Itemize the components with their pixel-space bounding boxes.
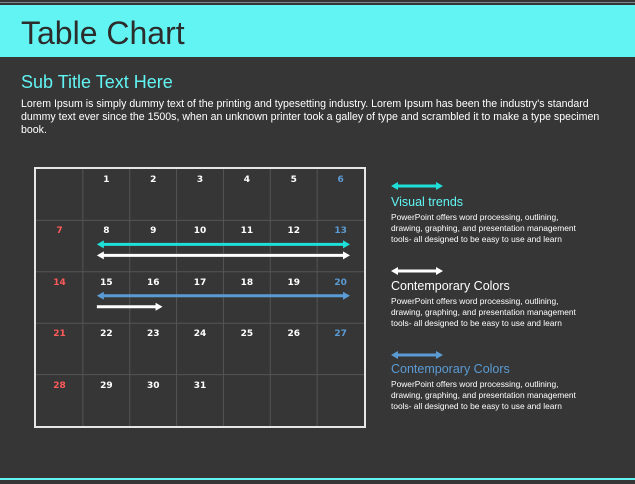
calendar-day-1: 1 — [103, 175, 110, 185]
calendar-day-29: 29 — [100, 380, 113, 391]
legend-title-contemporary-colors-white: Contemporary Colors — [391, 279, 510, 293]
calendar-day-23: 23 — [146, 329, 160, 340]
calendar-day-8: 8 — [103, 226, 110, 237]
body-paragraph: Lorem Ipsum is simply dummy text of the printing and typesetting industry. Lorem Ipsum has been the industry's standard dummy text ever since the 1500s, when an unknown printer took a galley of type and scrambled it to make a type specimen book. — [21, 98, 600, 136]
calendar-day-2: 2 — [150, 175, 157, 185]
title-bar — [0, 5, 635, 57]
calendar-day-18: 18 — [240, 277, 254, 288]
calendar-day-15: 15 — [100, 277, 113, 288]
legend-title-contemporary-colors-blue: Contemporary Colors — [391, 362, 510, 376]
calendar-day-20: 20 — [334, 277, 347, 288]
calendar-day-16: 16 — [146, 277, 160, 288]
calendar-day-22: 22 — [100, 329, 113, 340]
calendar-day-21: 21 — [53, 329, 66, 340]
page-title: Table Chart — [21, 15, 185, 51]
legend-desc-contemporary-colors-blue: PowerPoint offers word processing, outlining, drawing, graphing, and presentation management tools- all designed to be easy to use and learn — [391, 379, 576, 411]
legend-teal-arrow-icon — [391, 178, 443, 196]
calendar-day-14: 14 — [53, 277, 66, 288]
calendar-day-4: 4 — [243, 175, 251, 185]
calendar-table — [34, 167, 366, 428]
calendar-day-12: 12 — [287, 226, 301, 237]
calendar-day-31: 31 — [193, 380, 207, 391]
calendar-day-30: 30 — [146, 380, 160, 391]
calendar-day-3: 3 — [196, 175, 204, 185]
legend-desc-visual-trends: PowerPoint offers word processing, outlining, drawing, graphing, and presentation management tools- all designed to be easy to use and learn — [391, 212, 576, 244]
legend-desc-contemporary-colors-white: PowerPoint offers word processing, outlining, drawing, graphing, and presentation management tools- all designed to be easy to use and learn — [391, 296, 576, 328]
calendar-day-25: 25 — [240, 329, 254, 340]
calendar-day-6: 6 — [337, 175, 344, 185]
calendar-day-27: 27 — [334, 329, 347, 340]
calendar-day-10: 10 — [193, 226, 207, 237]
calendar-day-19: 19 — [287, 277, 301, 288]
calendar-day-7: 7 — [56, 226, 63, 237]
legend-title-visual-trends: Visual trends — [391, 195, 464, 209]
calendar-day-26: 26 — [287, 329, 301, 340]
calendar-day-9: 9 — [150, 226, 157, 237]
page-subtitle: Sub Title Text Here — [21, 72, 173, 92]
calendar-day-11: 11 — [240, 226, 254, 237]
calendar-day-17: 17 — [193, 277, 207, 288]
calendar-day-24: 24 — [193, 329, 207, 340]
bottom-divider — [0, 478, 635, 480]
top-divider — [0, 2, 635, 3]
calendar-day-5: 5 — [290, 175, 297, 185]
calendar-day-28: 28 — [53, 380, 66, 391]
calendar-day-13: 13 — [334, 226, 347, 237]
